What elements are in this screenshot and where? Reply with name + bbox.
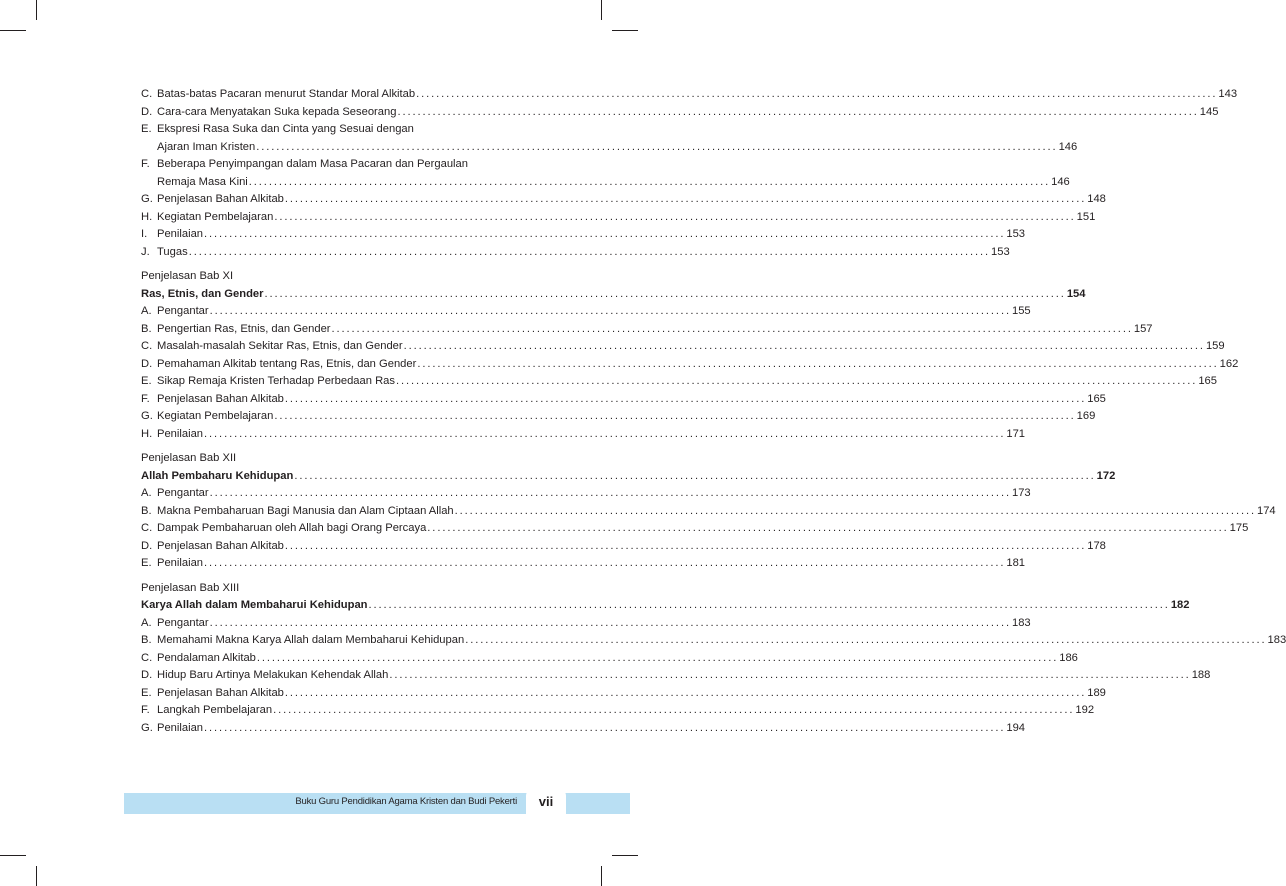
toc-title: Pemahaman Alkitab tentang Ras, Etnis, dan Gender [157,357,417,370]
toc-marker: G. [141,410,153,422]
toc-entry [141,651,1078,670]
toc-title: Penjelasan Bahan Alkitab [157,686,284,699]
chapter-title-row [141,599,1190,617]
toc-page-number: 153 [1006,228,1026,240]
toc-title: Penilaian [157,557,204,569]
toc-leader-dots: ................................................................................................................................................................ [465,634,1267,646]
toc-page-number: 155 [1011,305,1031,317]
toc-leader-dots: ................................................................................................................................................................ [204,228,1006,240]
toc-section [141,88,1238,263]
toc-title: Hidup Baru Artinya Melakukan Kehendak Allah [157,669,389,681]
toc-page-number: 169 [1076,410,1096,422]
toc-title: Penilaian [157,228,204,240]
toc-page-number: 159 [1205,340,1225,352]
toc-marker: A. [141,487,152,499]
toc-page-number: 146 [1051,175,1070,188]
toc-marker: E. [141,686,152,699]
toc-page-number: 189 [1087,686,1106,699]
toc-entry [141,410,1096,428]
toc-leader-dots: ................................................................................................................................................................ [427,522,1229,534]
toc-entry [141,357,1239,376]
toc-title: Karya Allah dalam Membaharui Kehidupan [141,599,368,611]
toc-leader-dots: ................................................................................................................................................................ [416,88,1218,100]
toc-entry [141,669,1211,687]
toc-marker: C. [141,522,153,534]
toc-title: Pendalaman Alkitab [157,651,256,664]
toc-entry [141,704,1095,722]
toc-title: Pengantar [157,305,209,317]
toc-title: Langkah Pembelajaran [157,704,273,716]
toc-title: Pengertian Ras, Etnis, dan Gender [157,322,331,335]
toc-marker: F. [141,704,150,716]
toc-entry [141,340,1225,358]
chapter-title-row [141,287,1086,306]
crop-mark [601,866,602,886]
toc-marker: B. [141,634,152,646]
toc-leader-dots: ................................................................................................................................................................ [273,704,1075,716]
toc-page-number: 162 [1219,357,1239,370]
toc-title: Masalah-masalah Sekitar Ras, Etnis, dan Gender [157,340,403,352]
toc-page-number: 146 [1058,140,1078,153]
toc-marker: A. [141,305,152,317]
toc-page-number: 181 [1006,557,1026,569]
toc-page-number: 194 [1006,721,1026,734]
toc-page-number: 183 [1267,634,1286,646]
toc-entry [141,427,1026,446]
crop-mark [612,855,638,856]
toc-marker: B. [141,504,152,517]
toc-title: Sikap Remaja Kristen Terhadap Perbedaan Ras [157,375,395,387]
toc-leader-dots: ................................................................................................................................................................ [248,175,1051,188]
toc-title: Ajaran Iman Kristen [157,140,256,153]
crop-mark [36,0,37,20]
toc-leader-dots: ................................................................................................................................................................ [454,504,1256,517]
toc-leader-dots: ................................................................................................................................................................ [397,105,1199,118]
toc-marker: H. [141,427,153,440]
toc-title: Memahami Makna Karya Allah dalam Membaharui Kehidupan [157,634,465,646]
toc-entry [141,392,1106,411]
chapter-label: Penjelasan Bab XII [141,452,237,464]
toc-page-number: 151 [1076,210,1096,223]
toc-marker: A. [141,616,152,629]
toc-page-number: 182 [1170,599,1190,611]
toc-entry [141,245,1010,264]
toc-title: Penjelasan Bahan Alkitab [157,539,284,552]
toc-title: Tugas [157,245,188,258]
toc-title: Dampak Pembaharuan oleh Allah bagi Orang Percaya [157,522,427,534]
toc-title: Batas-batas Pacaran menurut Standar Moral Alkitab [157,88,416,100]
toc-page-number: 154 [1066,287,1086,300]
toc-leader-dots: ................................................................................................................................................................ [188,245,991,258]
toc-entry [141,322,1153,341]
toc-title: Penilaian [157,427,204,440]
toc-title: Ras, Etnis, dan Gender [141,287,264,300]
toc-entry [141,557,1026,575]
toc-leader-dots: ................................................................................................................................................................ [209,616,1011,629]
toc-entry [141,175,1070,194]
toc-page-number: 148 [1087,193,1106,205]
toc-entry [141,634,1286,652]
toc-leader-dots: ................................................................................................................................................................ [209,305,1011,317]
toc-marker: E. [141,557,152,569]
toc-page-number: 178 [1087,539,1106,552]
toc-marker: H. [141,210,153,223]
toc-entry [141,228,1026,246]
toc-title: Allah Pembaharu Kehidupan [141,469,294,482]
chapter-label: Penjelasan Bab XIII [141,581,240,594]
toc-entry [141,375,1217,393]
toc-leader-dots: ................................................................................................................................................................ [389,669,1191,681]
toc-leader-dots: ................................................................................................................................................................ [417,357,1219,370]
toc-entry [141,487,1031,505]
crop-mark [0,855,26,856]
chapter-title-row [141,469,1116,488]
toc-title: Penilaian [157,721,204,734]
toc-title: Remaja Masa Kini [157,175,248,188]
toc-marker: G. [141,193,153,205]
toc-marker: D. [141,669,153,681]
toc-page-number: 165 [1087,392,1106,405]
toc-entry [141,539,1106,558]
toc-entry [141,210,1096,229]
toc-leader-dots: ................................................................................................................................................................ [284,193,1087,205]
toc-leader-dots: ................................................................................................................................................................ [284,686,1087,699]
toc-marker: E. [141,123,152,135]
toc-page-number: 143 [1218,88,1238,100]
table-of-contents [141,88,1286,746]
crop-mark [36,866,37,886]
toc-marker: E. [141,375,152,387]
toc-leader-dots: ................................................................................................................................................................ [204,427,1006,440]
chapter-label: Penjelasan Bab XI [141,270,234,282]
toc-marker: F. [141,392,150,405]
toc-leader-dots: ................................................................................................................................................................ [209,487,1011,499]
toc-leader-dots: ................................................................................................................................................................ [204,557,1006,569]
crop-mark [0,30,26,31]
toc-page-number: 171 [1006,427,1026,440]
toc-page-number: 188 [1191,669,1211,681]
crop-mark [612,30,638,31]
toc-page-number: 172 [1096,469,1116,482]
toc-title: Pengantar [157,616,209,629]
toc-marker: G. [141,721,153,734]
toc-marker: D. [141,105,153,118]
toc-title: Kegiatan Pembelajaran [157,210,274,223]
toc-marker: F. [141,158,150,170]
toc-leader-dots: ................................................................................................................................................................ [294,469,1096,482]
toc-page-number: 186 [1059,651,1078,664]
toc-title: Ekspresi Rasa Suka dan Cinta yang Sesuai dengan [157,123,414,135]
toc-title: Cara-cara Menyatakan Suka kepada Seseorang [157,105,397,118]
toc-leader-dots: ................................................................................................................................................................ [284,392,1087,405]
toc-entry [141,140,1078,159]
toc-page-number: 153 [991,245,1010,258]
toc-leader-dots: ................................................................................................................................................................ [256,651,1059,664]
toc-page-number: 165 [1198,375,1217,387]
page-number: vii [526,788,566,814]
toc-section [141,270,1239,445]
toc-entry [141,193,1106,211]
toc-page-number: 145 [1199,105,1219,118]
toc-marker: C. [141,340,153,352]
toc-leader-dots: ................................................................................................................................................................ [256,140,1058,153]
toc-entry [141,305,1031,323]
toc-marker: D. [141,539,153,552]
toc-leader-dots: ................................................................................................................................................................ [204,721,1006,734]
toc-entry [141,123,547,141]
toc-entry [141,616,1031,635]
toc-leader-dots: ................................................................................................................................................................ [274,210,1076,223]
toc-marker: D. [141,357,153,370]
toc-marker: B. [141,322,152,335]
toc-marker: C. [141,651,153,664]
toc-entry [141,522,1249,540]
toc-leader-dots: ................................................................................................................................................................ [403,340,1205,352]
toc-page-number: 192 [1075,704,1095,716]
crop-mark [601,0,602,20]
toc-title: Pengantar [157,487,209,499]
toc-leader-dots: ................................................................................................................................................................ [274,410,1076,422]
toc-leader-dots: ................................................................................................................................................................ [395,375,1198,387]
toc-leader-dots: ................................................................................................................................................................ [264,287,1066,300]
toc-title: Penjelasan Bahan Alkitab [157,392,284,405]
toc-page-number: 183 [1011,616,1031,629]
toc-leader-dots: ................................................................................................................................................................ [368,599,1170,611]
toc-title: Makna Pembaharuan Bagi Manusia dan Alam Ciptaan Allah [157,504,454,517]
toc-section [141,581,1286,740]
toc-title: Beberapa Penyimpangan dalam Masa Pacaran dan Pergaulan [157,158,468,170]
toc-title: Kegiatan Pembelajaran [157,410,274,422]
toc-section [141,452,1276,575]
toc-entry [141,88,1238,106]
toc-marker: J. [141,245,150,258]
toc-title: Penjelasan Bahan Alkitab [157,193,284,205]
toc-leader-dots: ................................................................................................................................................................ [284,539,1087,552]
toc-entry [141,105,1219,124]
toc-entry [141,686,1106,705]
toc-page-number: 174 [1256,504,1276,517]
toc-page-number: 173 [1011,487,1031,499]
toc-entry [141,721,1026,740]
toc-marker: C. [141,88,153,100]
toc-page-number: 157 [1133,322,1153,335]
toc-page-number: 175 [1229,522,1249,534]
toc-marker: I. [141,228,148,240]
toc-entry [141,504,1276,523]
toc-leader-dots: ................................................................................................................................................................ [331,322,1133,335]
footer-book-title: Buku Guru Pendidikan Agama Kristen dan Budi Pekerti [295,796,517,807]
toc-entry [141,158,547,176]
